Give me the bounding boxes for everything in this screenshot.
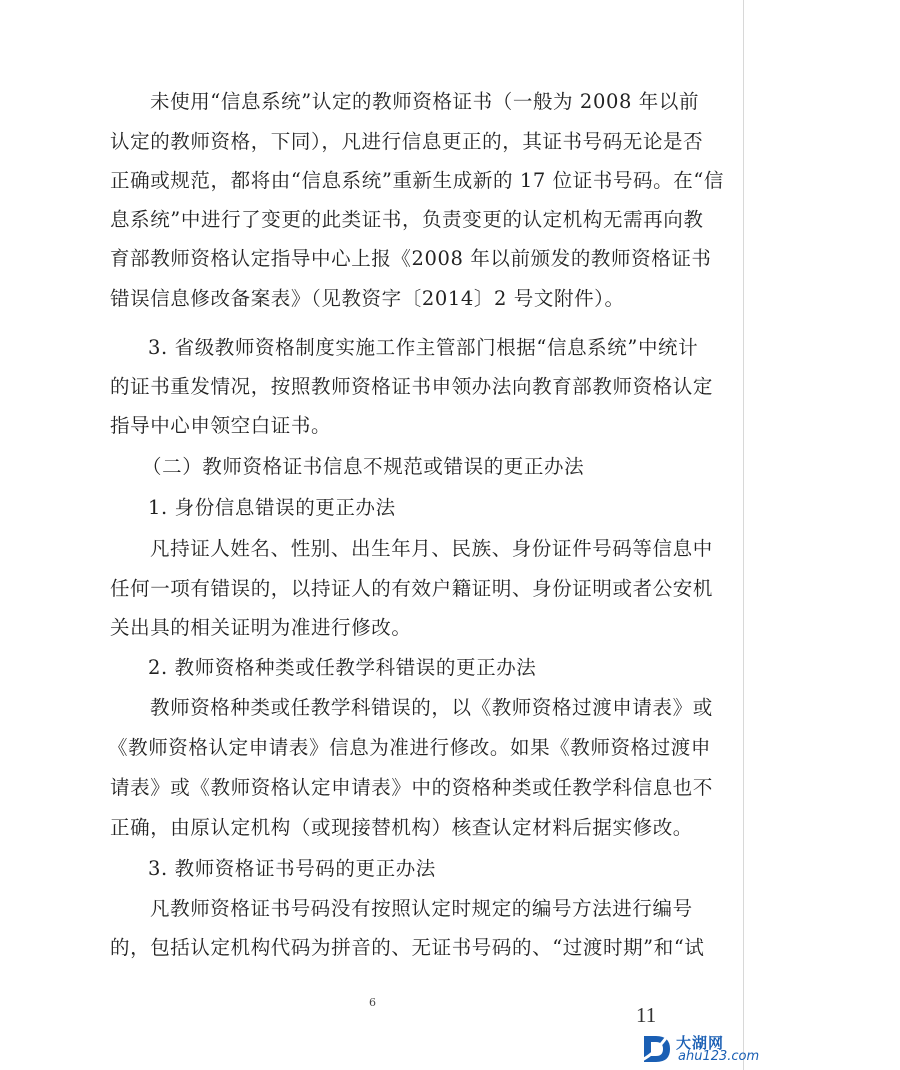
text-line: 教师资格种类或任教学科错误的，以《教师资格过渡申请表》或 bbox=[150, 696, 713, 719]
text-line: 3. 省级教师资格制度实施工作主管部门根据“信息系统”中统计 bbox=[148, 336, 699, 359]
text-line: 的，包括认定机构代码为拼音的、无证书号码的、“过渡时期”和“试 bbox=[110, 936, 705, 959]
text-line: 凡持证人姓名、性别、出生年月、民族、身份证件号码等信息中 bbox=[150, 537, 713, 560]
watermark bbox=[640, 1030, 760, 1070]
text-line: 息系统”中进行了变更的此类证书，负责变更的认定机构无需再向教 bbox=[110, 208, 704, 231]
watermark-site-url: ahu123.com bbox=[678, 1049, 760, 1064]
text-line: 任何一项有错误的，以持证人的有效户籍证明、身份证明或者公安机 bbox=[110, 577, 714, 600]
text-line: 错误信息修改备案表》（见教资字〔2014〕2 号文附件）。 bbox=[110, 287, 625, 310]
site-logo-icon bbox=[640, 1032, 676, 1066]
text-line: 请表》或《教师资格认定申请表》中的资格种类或任教学科信息也不 bbox=[110, 776, 714, 799]
text-line: 认定的教师资格，下同），凡进行信息更正的，其证书号码无论是否 bbox=[110, 130, 704, 153]
page-number-small: 6 bbox=[369, 996, 376, 1009]
text-line: 的证书重发情况，按照教师资格证书申领办法向教育部教师资格认定 bbox=[110, 375, 714, 398]
text-line: 《教师资格认定申请表》信息为准进行修改。如果《教师资格过渡申 bbox=[108, 736, 712, 759]
text-line: 未使用“信息系统”认定的教师资格证书（一般为 2008 年以前 bbox=[150, 90, 700, 113]
subsection-heading: 3. 教师资格证书号码的更正办法 bbox=[148, 857, 436, 880]
subsection-heading: 2. 教师资格种类或任教学科错误的更正办法 bbox=[148, 656, 537, 679]
text-line: 正确，由原认定机构（或现接替机构）核查认定材料后据实修改。 bbox=[110, 816, 693, 839]
text-line: 关出具的相关证明为准进行修改。 bbox=[110, 616, 412, 639]
watermark-site-name: 大湖网 bbox=[676, 1034, 725, 1052]
text-line: 凡教师资格证书号码没有按照认定时规定的编号方法进行编号 bbox=[150, 897, 693, 920]
section-heading: （二）教师资格证书信息不规范或错误的更正办法 bbox=[142, 455, 585, 478]
text-line: 正确或规范，都将由“信息系统”重新生成新的 17 位证书号码。在“信 bbox=[110, 169, 725, 192]
page-edge bbox=[743, 0, 744, 1070]
subsection-heading: 1. 身份信息错误的更正办法 bbox=[148, 496, 396, 519]
page-number-large: 11 bbox=[636, 1003, 657, 1027]
text-line: 育部教师资格认定指导中心上报《2008 年以前颁发的教师资格证书 bbox=[110, 247, 712, 270]
text-line: 指导中心申领空白证书。 bbox=[110, 414, 332, 437]
